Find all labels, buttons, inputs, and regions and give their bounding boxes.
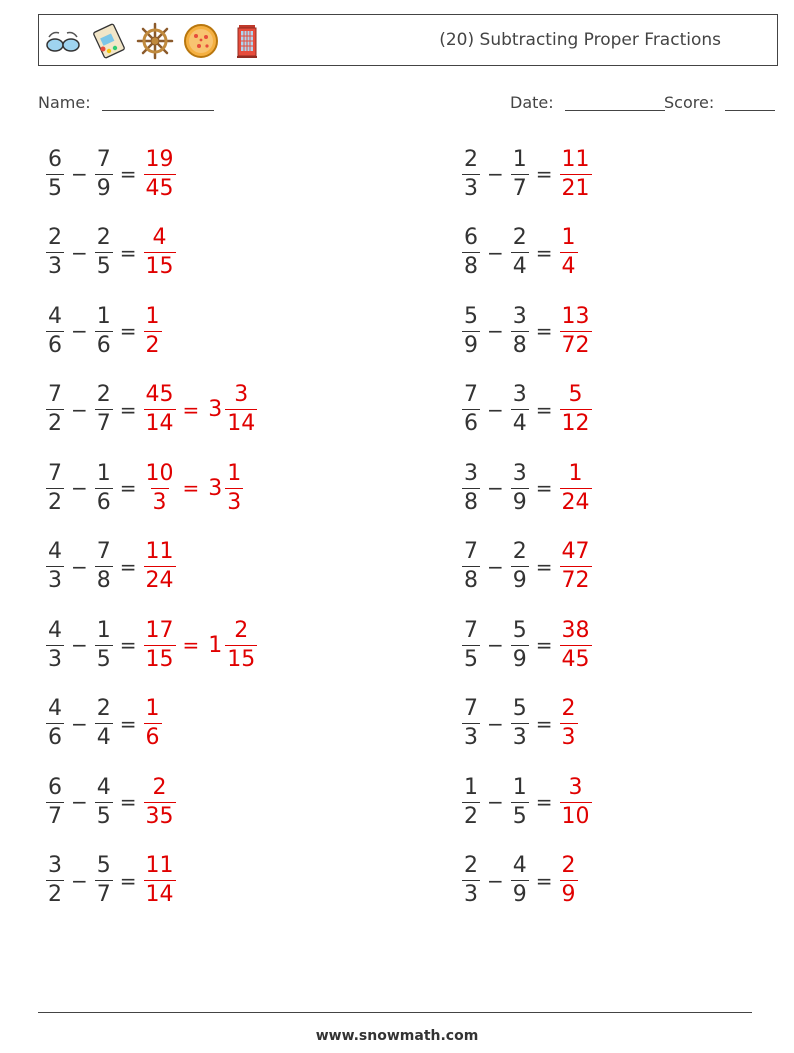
denominator: 72 bbox=[561, 568, 590, 593]
numerator: 11 bbox=[561, 146, 590, 172]
operator: = bbox=[119, 868, 137, 893]
denominator: 3 bbox=[512, 725, 527, 750]
numerator: 1 bbox=[568, 460, 583, 486]
fraction bbox=[462, 541, 480, 592]
denominator: 9 bbox=[561, 882, 576, 907]
fraction bbox=[462, 774, 480, 829]
numerator: 1 bbox=[227, 460, 242, 486]
fraction bbox=[511, 855, 529, 906]
denominator: 3 bbox=[152, 489, 167, 515]
numerator: 2 bbox=[512, 225, 527, 250]
numerator: 7 bbox=[464, 539, 478, 564]
fraction bbox=[46, 617, 64, 672]
answer bbox=[558, 303, 594, 358]
problem-item bbox=[44, 218, 178, 288]
numerator: 4 bbox=[48, 539, 62, 564]
answer bbox=[142, 541, 178, 592]
numerator: 1 bbox=[96, 303, 111, 329]
fraction bbox=[560, 460, 592, 515]
problem-item bbox=[460, 218, 580, 288]
fraction bbox=[144, 227, 176, 278]
denominator: 3 bbox=[464, 175, 478, 201]
operator: − bbox=[71, 711, 88, 736]
denominator: 3 bbox=[48, 568, 62, 593]
problem-item bbox=[44, 375, 259, 445]
denominator: 14 bbox=[227, 411, 256, 436]
numerator: 2 bbox=[152, 774, 167, 800]
denominator: 6 bbox=[48, 332, 62, 358]
answer bbox=[558, 227, 580, 278]
numerator: 4 bbox=[48, 696, 62, 721]
numerator: 2 bbox=[234, 617, 249, 643]
fraction bbox=[144, 617, 176, 672]
numerator: 5 bbox=[512, 696, 527, 721]
operator: = bbox=[119, 240, 137, 265]
mixed-whole: 1 bbox=[208, 632, 223, 658]
numerator: 4 bbox=[48, 303, 62, 329]
denominator: 8 bbox=[464, 489, 478, 515]
denominator: 6 bbox=[145, 725, 160, 750]
operator: − bbox=[71, 868, 88, 893]
numerator: 1 bbox=[145, 303, 160, 329]
denominator: 2 bbox=[48, 411, 62, 436]
operator: = bbox=[119, 476, 137, 500]
numerator: 13 bbox=[561, 303, 590, 329]
numerator: 11 bbox=[145, 539, 174, 564]
fraction bbox=[511, 698, 529, 749]
numerator: 7 bbox=[464, 382, 478, 407]
operator: − bbox=[487, 633, 504, 657]
denominator: 10 bbox=[561, 803, 590, 829]
problem-item bbox=[460, 532, 594, 602]
mixed-whole: 3 bbox=[208, 475, 223, 501]
fraction bbox=[144, 460, 176, 515]
answer bbox=[558, 541, 594, 592]
problem-item bbox=[460, 767, 594, 837]
numerator: 2 bbox=[464, 853, 478, 878]
answer bbox=[142, 774, 178, 829]
operator: = bbox=[182, 476, 200, 500]
numerator: 2 bbox=[96, 225, 111, 250]
denominator: 2 bbox=[464, 803, 478, 829]
fraction bbox=[462, 698, 480, 749]
problem-item bbox=[44, 453, 245, 523]
problem-item bbox=[44, 139, 178, 209]
ship-wheel-icon bbox=[135, 21, 175, 61]
denominator: 6 bbox=[464, 411, 478, 436]
numerator: 19 bbox=[145, 146, 174, 172]
numerator: 7 bbox=[48, 460, 62, 486]
pizza-icon bbox=[181, 21, 221, 61]
mixed-fraction bbox=[225, 617, 257, 672]
fraction bbox=[511, 617, 529, 672]
numerator: 3 bbox=[568, 774, 583, 800]
answer bbox=[558, 617, 594, 672]
denominator: 4 bbox=[512, 254, 527, 279]
operator: − bbox=[71, 476, 88, 500]
numerator: 1 bbox=[145, 696, 160, 721]
denominator: 14 bbox=[145, 882, 174, 907]
denominator: 3 bbox=[48, 646, 62, 672]
answer bbox=[142, 303, 164, 358]
answer bbox=[142, 146, 178, 201]
operator: − bbox=[71, 240, 88, 265]
fraction bbox=[462, 146, 480, 201]
answer bbox=[142, 617, 260, 672]
fraction bbox=[46, 855, 64, 906]
denominator: 2 bbox=[48, 489, 62, 515]
numerator: 5 bbox=[96, 853, 111, 878]
answer bbox=[558, 146, 594, 201]
fraction bbox=[560, 698, 578, 749]
name-label: Name: bbox=[38, 93, 91, 112]
numerator: 5 bbox=[464, 303, 478, 329]
mixed-whole: 3 bbox=[208, 397, 223, 422]
numerator: 3 bbox=[512, 460, 527, 486]
numerator: 10 bbox=[145, 460, 174, 486]
numerator: 2 bbox=[48, 225, 62, 250]
fraction bbox=[511, 146, 529, 201]
numerator: 3 bbox=[234, 382, 249, 407]
denominator: 12 bbox=[561, 411, 590, 436]
denominator: 72 bbox=[561, 332, 590, 358]
problem-item bbox=[460, 689, 580, 759]
fraction bbox=[95, 617, 113, 672]
fraction bbox=[144, 384, 176, 435]
numerator: 1 bbox=[96, 460, 111, 486]
denominator: 9 bbox=[512, 646, 527, 672]
operator: = bbox=[535, 711, 553, 736]
denominator: 4 bbox=[561, 254, 576, 279]
operator: = bbox=[535, 554, 553, 579]
denominator: 8 bbox=[464, 568, 478, 593]
operator: − bbox=[487, 319, 504, 343]
denominator: 4 bbox=[96, 725, 111, 750]
answer bbox=[558, 774, 594, 829]
denominator: 24 bbox=[145, 568, 174, 593]
answer bbox=[558, 460, 594, 515]
operator: = bbox=[119, 319, 137, 343]
denominator: 15 bbox=[145, 646, 174, 672]
numerator: 38 bbox=[561, 617, 590, 643]
operator: = bbox=[119, 162, 137, 186]
denominator: 6 bbox=[96, 489, 111, 515]
denominator: 5 bbox=[96, 646, 111, 672]
denominator: 5 bbox=[464, 646, 478, 672]
glasses-icon bbox=[43, 21, 83, 61]
denominator: 9 bbox=[512, 882, 527, 907]
fraction bbox=[95, 227, 113, 278]
denominator: 5 bbox=[96, 254, 111, 279]
denominator: 24 bbox=[561, 489, 590, 515]
problem-item bbox=[44, 689, 164, 759]
numerator: 47 bbox=[561, 539, 590, 564]
denominator: 6 bbox=[96, 332, 111, 358]
answer bbox=[142, 460, 246, 515]
fraction bbox=[144, 146, 176, 201]
problem-item bbox=[44, 610, 259, 680]
denominator: 3 bbox=[48, 254, 62, 279]
numerator: 17 bbox=[145, 617, 174, 643]
problem-item bbox=[460, 610, 594, 680]
numerator: 3 bbox=[48, 853, 62, 878]
fraction bbox=[511, 774, 529, 829]
numerator: 3 bbox=[512, 382, 527, 407]
denominator: 8 bbox=[512, 332, 527, 358]
fraction bbox=[46, 698, 64, 749]
denominator: 8 bbox=[96, 568, 111, 593]
numerator: 1 bbox=[561, 225, 576, 250]
numerator: 2 bbox=[96, 696, 111, 721]
fraction bbox=[46, 146, 64, 201]
denominator: 14 bbox=[145, 411, 174, 436]
fraction bbox=[511, 460, 529, 515]
numerator: 2 bbox=[512, 539, 527, 564]
operator: − bbox=[487, 711, 504, 736]
denominator: 3 bbox=[464, 725, 478, 750]
operator: = bbox=[182, 397, 200, 422]
operator: = bbox=[119, 397, 137, 422]
operator: − bbox=[71, 633, 88, 657]
denominator: 7 bbox=[512, 175, 527, 201]
numerator: 7 bbox=[96, 146, 111, 172]
operator: = bbox=[119, 633, 137, 657]
numerator: 4 bbox=[512, 853, 527, 878]
answer bbox=[142, 698, 164, 749]
date-blank bbox=[565, 94, 665, 111]
answer bbox=[142, 855, 178, 906]
fraction bbox=[144, 698, 162, 749]
fraction bbox=[462, 855, 480, 906]
denominator: 15 bbox=[145, 254, 174, 279]
numerator: 6 bbox=[464, 225, 478, 250]
numerator: 2 bbox=[561, 696, 576, 721]
score-label: Score: bbox=[664, 93, 715, 112]
mixed-fraction bbox=[225, 460, 243, 515]
fraction bbox=[46, 460, 64, 515]
mixed-fraction bbox=[225, 384, 257, 435]
denominator: 5 bbox=[96, 803, 111, 829]
fraction bbox=[95, 146, 113, 201]
fraction bbox=[95, 541, 113, 592]
fraction bbox=[144, 303, 162, 358]
fraction bbox=[560, 774, 592, 829]
denominator: 3 bbox=[464, 882, 478, 907]
fraction bbox=[46, 384, 64, 435]
date-label: Date: bbox=[510, 93, 554, 112]
problem-item bbox=[44, 767, 178, 837]
fraction bbox=[144, 774, 176, 829]
operator: − bbox=[71, 319, 88, 343]
header-icons bbox=[43, 21, 267, 61]
operator: − bbox=[487, 790, 504, 814]
denominator: 7 bbox=[48, 803, 62, 829]
fraction bbox=[462, 384, 480, 435]
operator: = bbox=[535, 868, 553, 893]
operator: − bbox=[71, 162, 88, 186]
denominator: 8 bbox=[464, 254, 478, 279]
operator: − bbox=[487, 240, 504, 265]
operator: = bbox=[535, 162, 553, 186]
numerator: 5 bbox=[512, 617, 527, 643]
operator: = bbox=[535, 476, 553, 500]
denominator: 6 bbox=[48, 725, 62, 750]
operator: = bbox=[119, 790, 137, 814]
date-field bbox=[510, 93, 665, 112]
phone-booth-icon bbox=[227, 21, 267, 61]
operator: = bbox=[535, 319, 553, 343]
numerator: 6 bbox=[48, 146, 62, 172]
fraction bbox=[462, 303, 480, 358]
denominator: 45 bbox=[561, 646, 590, 672]
score-blank bbox=[725, 94, 775, 111]
operator: − bbox=[487, 868, 504, 893]
fraction bbox=[560, 855, 578, 906]
fraction bbox=[560, 617, 592, 672]
worksheet-title: (20) Subtracting Proper Fractions bbox=[439, 30, 721, 50]
name-blank bbox=[102, 94, 214, 111]
footer-divider bbox=[38, 1012, 752, 1013]
fraction bbox=[560, 146, 592, 201]
fraction bbox=[144, 855, 176, 906]
fraction bbox=[560, 227, 578, 278]
operator: = bbox=[535, 397, 553, 422]
denominator: 7 bbox=[96, 411, 111, 436]
problem-item bbox=[460, 453, 594, 523]
operator: − bbox=[487, 554, 504, 579]
problem-item bbox=[460, 846, 580, 916]
numerator: 4 bbox=[48, 617, 62, 643]
fraction bbox=[462, 227, 480, 278]
denominator: 3 bbox=[561, 725, 576, 750]
fraction bbox=[46, 303, 64, 358]
numerator: 1 bbox=[96, 617, 111, 643]
fraction bbox=[46, 541, 64, 592]
numerator: 7 bbox=[464, 617, 478, 643]
paint-palette-icon bbox=[89, 21, 129, 61]
numerator: 6 bbox=[48, 774, 62, 800]
numerator: 3 bbox=[512, 303, 527, 329]
denominator: 7 bbox=[96, 882, 111, 907]
operator: = bbox=[182, 633, 200, 657]
problem-item bbox=[460, 375, 594, 445]
fraction bbox=[511, 227, 529, 278]
fraction bbox=[95, 855, 113, 906]
denominator: 5 bbox=[48, 175, 62, 201]
operator: = bbox=[535, 790, 553, 814]
score-field bbox=[664, 93, 775, 112]
denominator: 3 bbox=[227, 489, 242, 515]
operator: − bbox=[487, 162, 504, 186]
numerator: 1 bbox=[512, 146, 527, 172]
numerator: 2 bbox=[464, 146, 478, 172]
problem-item bbox=[44, 296, 164, 366]
fraction bbox=[95, 303, 113, 358]
denominator: 45 bbox=[145, 175, 174, 201]
answer bbox=[142, 384, 260, 435]
numerator: 1 bbox=[464, 774, 478, 800]
fraction bbox=[144, 541, 176, 592]
operator: − bbox=[487, 476, 504, 500]
fraction bbox=[95, 384, 113, 435]
answer bbox=[558, 855, 580, 906]
operator: = bbox=[119, 711, 137, 736]
fraction bbox=[95, 698, 113, 749]
numerator: 2 bbox=[96, 382, 111, 407]
fraction bbox=[560, 303, 592, 358]
operator: − bbox=[71, 397, 88, 422]
numerator: 4 bbox=[96, 774, 111, 800]
operator: = bbox=[119, 554, 137, 579]
answer bbox=[558, 384, 594, 435]
fraction bbox=[511, 384, 529, 435]
problem-item bbox=[44, 846, 178, 916]
problem-item bbox=[44, 532, 178, 602]
operator: − bbox=[71, 790, 88, 814]
fraction bbox=[560, 541, 592, 592]
fraction bbox=[46, 774, 64, 829]
fraction bbox=[462, 617, 480, 672]
problem-item bbox=[460, 139, 594, 209]
numerator: 11 bbox=[145, 853, 174, 878]
denominator: 15 bbox=[227, 646, 256, 672]
numerator: 2 bbox=[561, 853, 576, 878]
fraction bbox=[46, 227, 64, 278]
denominator: 9 bbox=[464, 332, 478, 358]
numerator: 3 bbox=[464, 460, 478, 486]
denominator: 9 bbox=[96, 175, 111, 201]
numerator: 7 bbox=[96, 539, 111, 564]
numerator: 4 bbox=[152, 225, 167, 250]
numerator: 5 bbox=[568, 382, 583, 407]
denominator: 9 bbox=[512, 568, 527, 593]
numerator: 1 bbox=[512, 774, 527, 800]
fraction bbox=[560, 384, 592, 435]
denominator: 5 bbox=[512, 803, 527, 829]
denominator: 2 bbox=[48, 882, 62, 907]
footer-url: www.snowmath.com bbox=[315, 1028, 479, 1044]
fraction bbox=[511, 303, 529, 358]
denominator: 21 bbox=[561, 175, 590, 201]
header-box bbox=[38, 14, 778, 66]
fraction bbox=[462, 460, 480, 515]
denominator: 4 bbox=[512, 411, 527, 436]
answer bbox=[558, 698, 580, 749]
denominator: 2 bbox=[145, 332, 160, 358]
operator: − bbox=[487, 397, 504, 422]
operator: − bbox=[71, 554, 88, 579]
fraction bbox=[95, 460, 113, 515]
name-field bbox=[38, 93, 214, 112]
fraction bbox=[95, 774, 113, 829]
fraction bbox=[511, 541, 529, 592]
numerator: 45 bbox=[145, 382, 174, 407]
numerator: 7 bbox=[464, 696, 478, 721]
operator: = bbox=[535, 633, 553, 657]
answer bbox=[142, 227, 178, 278]
denominator: 9 bbox=[512, 489, 527, 515]
problem-item bbox=[460, 296, 594, 366]
numerator: 7 bbox=[48, 382, 62, 407]
operator: = bbox=[535, 240, 553, 265]
denominator: 35 bbox=[145, 803, 174, 829]
